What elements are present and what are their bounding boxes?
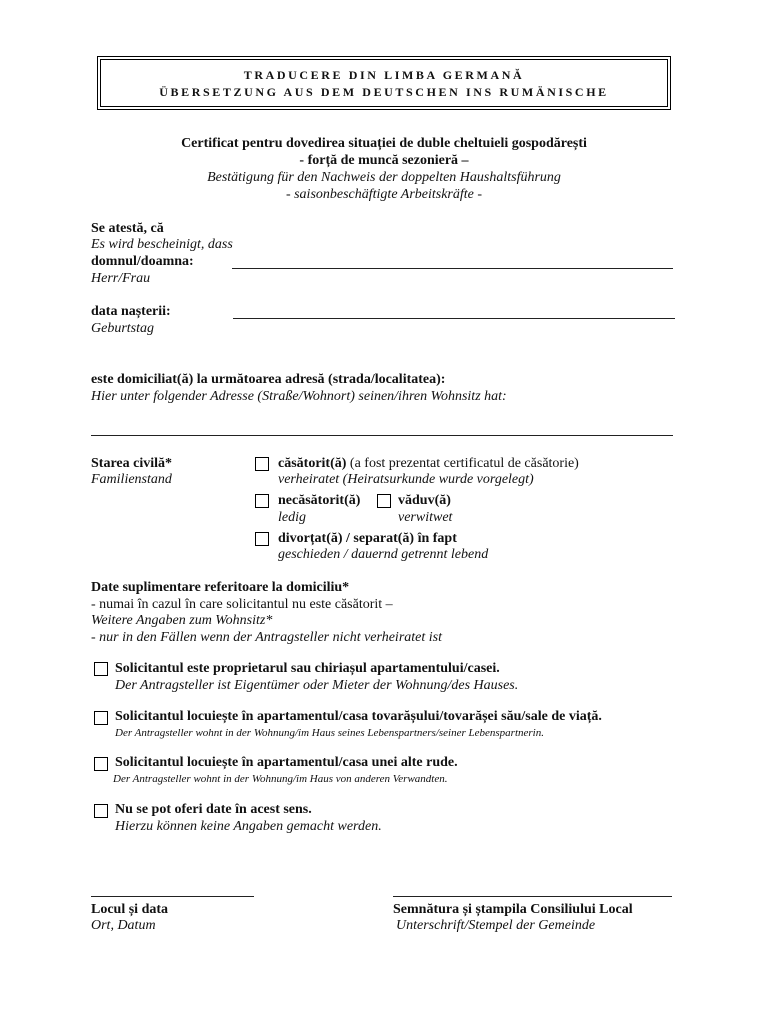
signature-label-de: Unterschrift/Stempel der Gemeinde — [396, 918, 596, 933]
single-label-ro: necăsătorit(ă) — [278, 493, 361, 508]
option-partner-checkbox[interactable] — [94, 711, 108, 725]
attest-ro: Se atestă, că — [91, 221, 164, 236]
option-partner-de: Der Antragsteller wohnt in der Wohnung/im Haus seines Lebenspartners/seiner Lebenspartnerin. — [115, 727, 544, 739]
place-date-label-de: Ort, Datum — [91, 918, 156, 933]
civil-label-de: Familienstand — [91, 472, 172, 487]
widowed-checkbox[interactable] — [377, 494, 391, 508]
name-field[interactable] — [232, 268, 673, 269]
place-date-field[interactable] — [91, 896, 254, 897]
header-title-de: ÜBERSETZUNG AUS DEM DEUTSCHEN INS RUMÄNISCHE — [159, 85, 609, 99]
divorced-checkbox[interactable] — [255, 532, 269, 546]
header-box — [100, 59, 668, 107]
extra-title-ro: Date suplimentare referitoare la domiciliu* — [91, 580, 350, 595]
widowed-label-de: verwitwet — [398, 510, 453, 525]
signature-label-ro: Semnătura și ștampila Consiliului Local — [393, 902, 633, 917]
option-owner-ro: Solicitantul este proprietarul sau chiriașul apartamentului/casei. — [115, 661, 500, 676]
address-label-ro: este domiciliat(ă) la următoarea adresă (strada/localitatea): — [91, 372, 446, 387]
birth-label-de: Geburtstag — [91, 321, 154, 336]
option-owner-de: Der Antragsteller ist Eigentümer oder Mieter der Wohnung/des Hauses. — [115, 678, 519, 693]
single-checkbox[interactable] — [255, 494, 269, 508]
married-label-ro — [278, 456, 579, 472]
divorced-label-de: geschieden / dauernd getrennt lebend — [278, 547, 489, 562]
place-date-label-ro: Locul și data — [91, 902, 169, 917]
option-relative-de: Der Antragsteller wohnt in der Wohnung/im Haus von anderen Verwandten. — [113, 773, 448, 785]
married-label-de: verheiratet (Heiratsurkunde wurde vorgelegt) — [278, 472, 534, 487]
option-none-de: Hierzu können keine Angaben gemacht werden. — [115, 819, 382, 834]
option-none-checkbox[interactable] — [94, 804, 108, 818]
extra-sub-de: - nur in den Fällen wenn der Antragsteller nicht verheiratet ist — [91, 630, 442, 645]
document-title-de: Bestätigung für den Nachweis der doppelten Haushaltsführung — [207, 170, 561, 185]
option-partner-ro: Solicitantul locuiește în apartamentul/casa tovarășului/tovarășei său/sale de viață. — [115, 709, 602, 724]
signature-field[interactable] — [393, 896, 672, 897]
option-relative-checkbox[interactable] — [94, 757, 108, 771]
extra-sub-ro: - numai în cazul în care solicitantul nu este căsătorit – — [91, 597, 393, 612]
single-label-de: ledig — [278, 510, 306, 525]
name-label-de: Herr/Frau — [91, 271, 151, 286]
birth-date-field[interactable] — [233, 318, 675, 319]
attest-de: Es wird bescheinigt, dass — [91, 237, 233, 252]
married-label-bold: căsătorit(ă) — [278, 456, 347, 471]
extra-title-de: Weitere Angaben zum Wohnsitz* — [91, 613, 273, 628]
option-relative-ro: Solicitantul locuiește în apartamentul/casa unei alte rude. — [115, 755, 458, 770]
header-title-ro: TRADUCERE DIN LIMBA GERMANĂ — [243, 68, 525, 82]
married-checkbox[interactable] — [255, 457, 269, 471]
document-subtitle-ro: - forță de muncă sezonieră – — [299, 153, 469, 168]
address-label-de: Hier unter folgender Adresse (Straße/Wohnort) seinen/ihren Wohnsitz hat: — [91, 389, 507, 404]
divorced-label-ro: divorțat(ă) / separat(ă) în fapt — [278, 531, 457, 546]
widowed-label-ro: văduv(ă) — [398, 493, 451, 508]
option-none-ro: Nu se pot oferi date în acest sens. — [115, 802, 312, 817]
name-label-ro: domnul/doamna: — [91, 254, 194, 269]
document-title-ro: Certificat pentru dovedirea situației de duble cheltuieli gospodărești — [181, 136, 587, 151]
option-owner-checkbox[interactable] — [94, 662, 108, 676]
civil-label-ro: Starea civilă* — [91, 456, 173, 471]
document-subtitle-de: - saisonbeschäftigte Arbeitskräfte - — [285, 187, 483, 202]
married-label-note: (a fost prezentat certificatul de căsătorie) — [349, 456, 579, 471]
birth-label-ro: data nașterii: — [91, 304, 171, 319]
address-field[interactable] — [91, 435, 673, 436]
